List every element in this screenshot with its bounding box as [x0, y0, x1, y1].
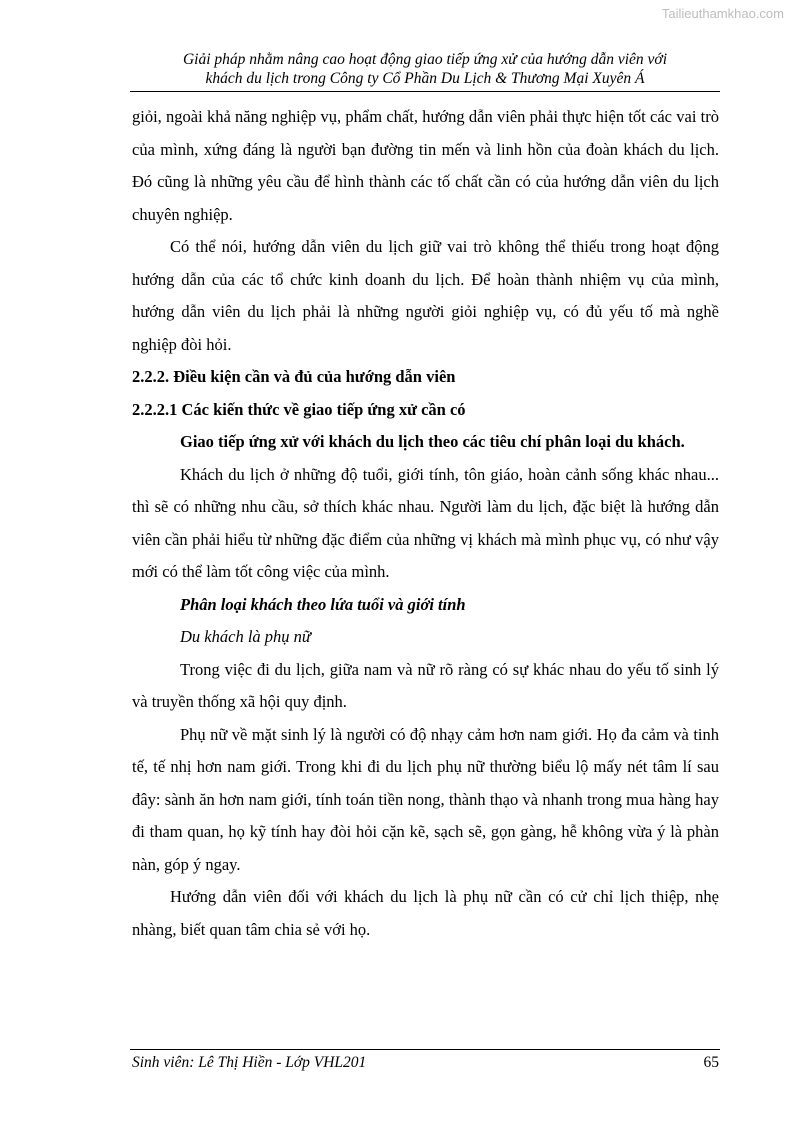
page-body — [132, 101, 719, 946]
paragraph-1: giỏi, ngoài khả năng nghiệp vụ, phẩm chất, hướng dẫn viên phải thực hiện tốt các vai trò của mình, xứng đáng là người bạn đường tin mến và linh hồn của đoàn khách du lịch. Đó cũng là những yêu cầu để hình thành các tố chất cần có của hướng dẫn viên du lịch chuyên nghiệp. — [132, 107, 719, 224]
heading-subsection: 2.2.2.1 Các kiến thức về giao tiếp ứng xử cần có — [132, 399, 466, 419]
paragraph-4: Trong việc đi du lịch, giữa nam và nữ rõ ràng có sự khác nhau do yếu tố sinh lý và truyền thống xã hội quy định. — [132, 659, 719, 711]
watermark: Tailieuthamkhao.com — [661, 6, 784, 21]
header-line-2: khách du lịch trong Công ty Cổ Phần Du Lịch & Thương Mại Xuyên Á — [205, 70, 645, 87]
header-line-1: Giải pháp nhằm nâng cao hoạt động giao tiếp ứng xử của hướng dẫn viên với — [182, 51, 668, 68]
paragraph-2: Có thể nói, hướng dẫn viên du lịch giữ vai trò không thể thiếu trong hoạt động hướng dẫn của các tổ chức kinh doanh du lịch. Để hoàn thành nhiệm vụ của mình, hướng dẫn viên du lịch phải là những người giỏi nghiệp vụ, có đủ yếu tố mà nghề nghiệp đòi hỏi. — [132, 237, 719, 354]
page-number: 65 — [703, 1054, 719, 1071]
header-rule — [130, 91, 720, 92]
footer-rule — [130, 1049, 720, 1050]
footer-student: Sinh viên: Lê Thị Hiền - Lớp VHL201 — [132, 1054, 367, 1071]
heading-women: Du khách là phụ nữ — [180, 627, 311, 646]
page-header — [130, 50, 720, 88]
paragraph-6: Hướng dẫn viên đối với khách du lịch là phụ nữ cần có cử chỉ lịch thiệp, nhẹ nhàng, biết quan tâm chia sẻ với họ. — [132, 887, 719, 939]
paragraph-3: Khách du lịch ở những độ tuổi, giới tính, tôn giáo, hoàn cảnh sống khác nhau... thì sẽ có những nhu cầu, sở thích khác nhau. Người làm du lịch, đặc biệt là hướng dẫn viên cần phải hiểu từ những đặc điểm của những vị khách mà mình phục vụ, có như vậy mới có thể làm tốt công việc của mình. — [132, 464, 719, 581]
paragraph-5: Phụ nữ về mặt sinh lý là người có độ nhạy cảm hơn nam giới. Họ đa cảm và tinh tế, tế nhị hơn nam giới. Trong khi đi du lịch phụ nữ thường biểu lộ mấy nét tâm lí sau đây: sành ăn hơn nam giới, tính toán tiền nong, thành thạo và nhanh trong mua hàng hay đi tham quan, họ kỹ tính hay đòi hỏi cặn kẽ, sạch sẽ, gọn gàng, hễ không vừa ý là phàn nàn, góp ý ngay. — [132, 724, 719, 874]
heading-classification: Phân loại khách theo lứa tuổi và giới tính — [180, 594, 466, 614]
heading-criteria: Giao tiếp ứng xử với khách du lịch theo các tiêu chí phân loại du khách. — [180, 432, 685, 451]
heading-section: 2.2.2. Điều kiện cần và đủ của hướng dẫn viên — [132, 367, 456, 386]
